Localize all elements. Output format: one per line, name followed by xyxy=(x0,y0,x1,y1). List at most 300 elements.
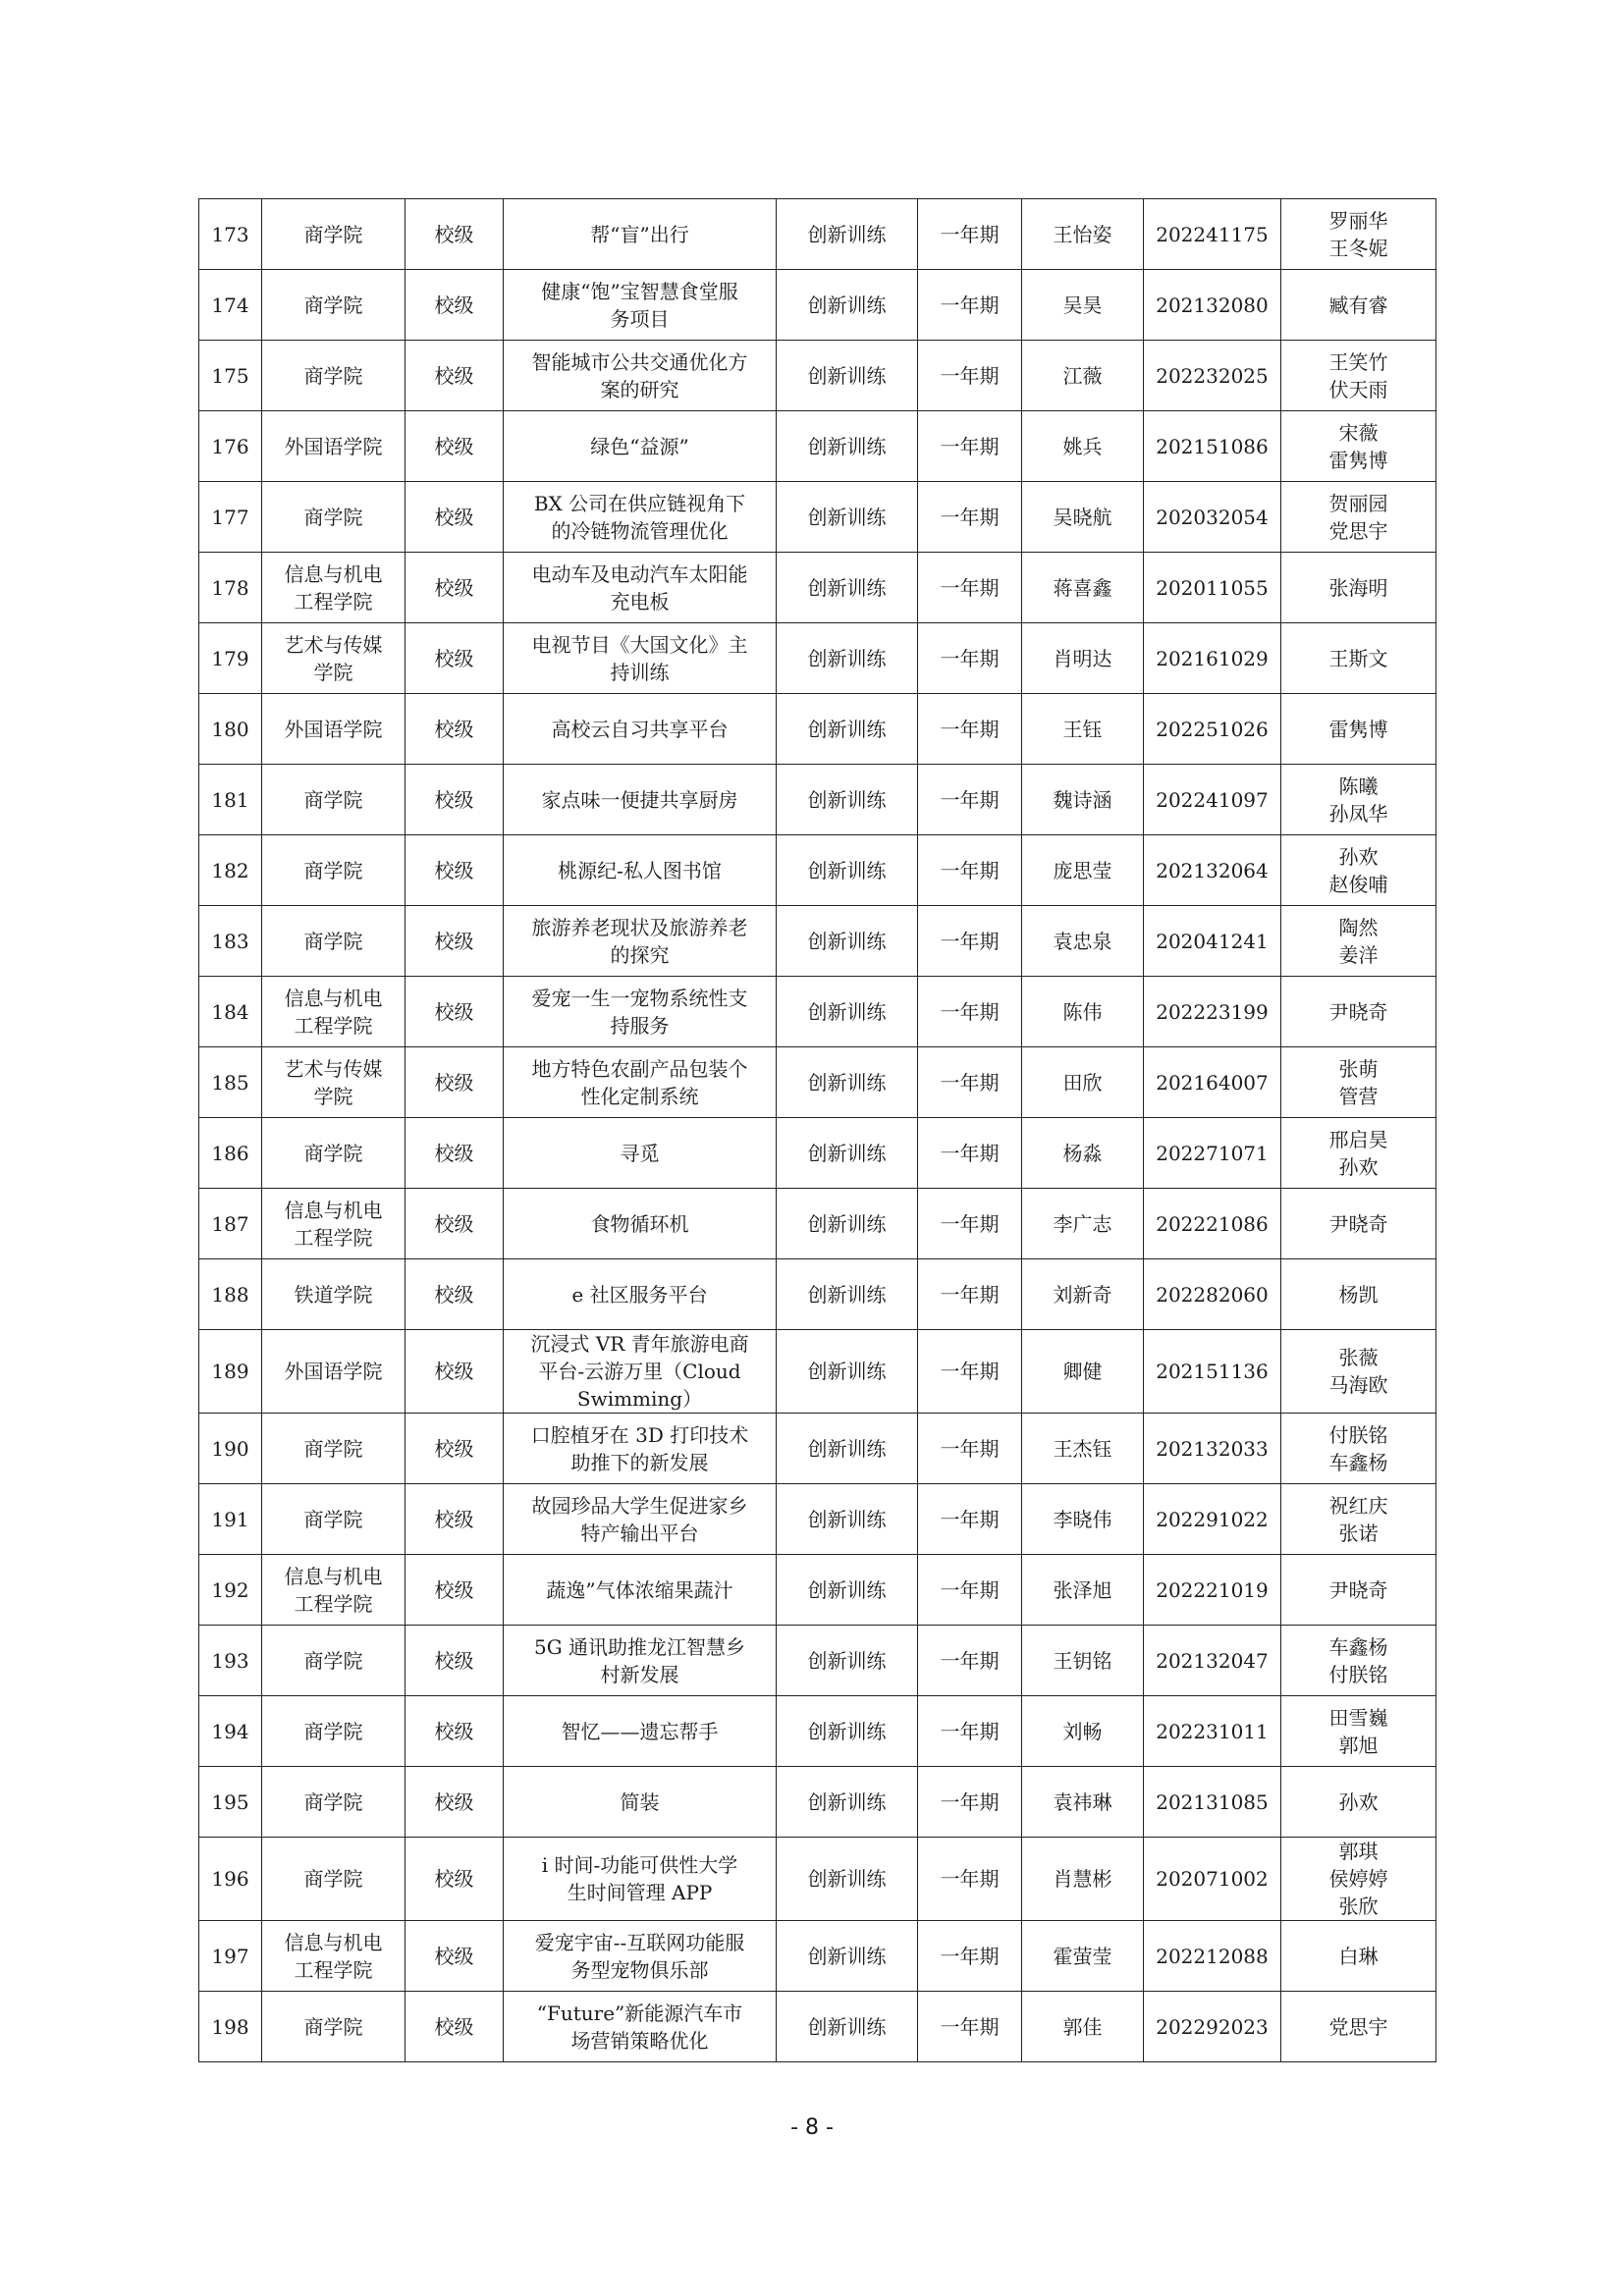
cell-student-id: 202132064 xyxy=(1144,835,1281,906)
cell-project-title xyxy=(504,1259,777,1330)
cell-level: 校级 xyxy=(406,482,504,553)
cell-college-line: 商学院 xyxy=(303,2014,363,2039)
cell-period: 一年期 xyxy=(918,835,1022,906)
cell-student-id: 202132033 xyxy=(1144,1414,1281,1484)
cell-project-type: 创新训练 xyxy=(777,1484,918,1555)
cell-project-type: 创新训练 xyxy=(777,1767,918,1838)
table-row xyxy=(199,1921,1436,1992)
cell-college-line: 铁道学院 xyxy=(294,1282,373,1307)
cell-advisors xyxy=(1281,1189,1436,1259)
cell-leader: 刘新奇 xyxy=(1022,1259,1144,1330)
cell-advisors-line: 马海欧 xyxy=(1328,1373,1388,1397)
cell-leader: 魏诗涵 xyxy=(1022,765,1144,835)
cell-college xyxy=(262,199,406,270)
cell-level: 校级 xyxy=(406,1259,504,1330)
cell-advisors-line: 王斯文 xyxy=(1328,646,1388,670)
cell-project-title-line: 的探究 xyxy=(610,942,670,967)
cell-college-line: 学院 xyxy=(313,1084,353,1108)
cell-project-type: 创新训练 xyxy=(777,835,918,906)
table-body xyxy=(199,199,1436,2062)
cell-leader: 王钥铭 xyxy=(1022,1626,1144,1696)
cell-project-type: 创新训练 xyxy=(777,906,918,977)
cell-leader: 庞思莹 xyxy=(1022,835,1144,906)
cell-advisors-line: 张萌 xyxy=(1338,1056,1379,1081)
cell-level: 校级 xyxy=(406,1838,504,1921)
cell-advisors xyxy=(1281,1414,1436,1484)
cell-period: 一年期 xyxy=(918,1189,1022,1259)
cell-advisors-line: 尹晓奇 xyxy=(1328,999,1388,1024)
cell-project-title xyxy=(504,1921,777,1992)
cell-project-title xyxy=(504,765,777,835)
cell-number: 193 xyxy=(199,1626,262,1696)
cell-project-title-line: “Future”新能源汽车市 xyxy=(536,2001,743,2025)
cell-period: 一年期 xyxy=(918,1259,1022,1330)
cell-period: 一年期 xyxy=(918,977,1022,1047)
cell-period: 一年期 xyxy=(918,1330,1022,1414)
cell-number: 188 xyxy=(199,1259,262,1330)
cell-leader: 江薇 xyxy=(1022,341,1144,411)
cell-college-line: 工程学院 xyxy=(294,1957,373,1982)
cell-college-line: 外国语学院 xyxy=(284,434,383,458)
cell-project-type: 创新训练 xyxy=(777,1696,918,1767)
cell-project-title xyxy=(504,199,777,270)
cell-college-line: 信息与机电 xyxy=(284,561,383,586)
cell-college xyxy=(262,482,406,553)
cell-advisors-line: 雷隽博 xyxy=(1328,448,1388,472)
cell-college-line: 商学院 xyxy=(303,293,363,317)
cell-project-title-line: 特产输出平台 xyxy=(580,1521,699,1545)
cell-level: 校级 xyxy=(406,906,504,977)
cell-project-title-line: BX 公司在供应链视角下 xyxy=(533,491,746,515)
cell-project-title-line: 生时间管理 APP xyxy=(567,1881,713,1904)
cell-leader: 张泽旭 xyxy=(1022,1555,1144,1626)
cell-number: 176 xyxy=(199,411,262,482)
cell-period: 一年期 xyxy=(918,623,1022,694)
cell-college xyxy=(262,906,406,977)
cell-project-type: 创新训练 xyxy=(777,1189,918,1259)
cell-advisors-line: 姜洋 xyxy=(1338,942,1379,967)
cell-college xyxy=(262,1992,406,2062)
cell-leader: 卿健 xyxy=(1022,1330,1144,1414)
cell-advisors xyxy=(1281,1838,1436,1921)
cell-advisors xyxy=(1281,1626,1436,1696)
cell-project-title-line: 高校云自习共享平台 xyxy=(551,717,729,741)
cell-project-type: 创新训练 xyxy=(777,199,918,270)
table-row xyxy=(199,341,1436,411)
cell-advisors-line: 陶然 xyxy=(1338,915,1379,939)
cell-period: 一年期 xyxy=(918,411,1022,482)
cell-advisors-line: 管营 xyxy=(1338,1084,1379,1108)
cell-project-title xyxy=(504,1118,777,1189)
cell-project-title xyxy=(504,1838,777,1921)
cell-project-type: 创新训练 xyxy=(777,1626,918,1696)
cell-advisors-line: 赵俊哺 xyxy=(1328,872,1388,896)
cell-project-type: 创新训练 xyxy=(777,694,918,765)
cell-project-type: 创新训练 xyxy=(777,1921,918,1992)
table-row xyxy=(199,411,1436,482)
cell-advisors xyxy=(1281,1921,1436,1992)
cell-college xyxy=(262,1767,406,1838)
cell-level: 校级 xyxy=(406,341,504,411)
cell-leader: 姚兵 xyxy=(1022,411,1144,482)
cell-period: 一年期 xyxy=(918,906,1022,977)
cell-project-title-line: i 时间-功能可供性大学 xyxy=(541,1853,738,1877)
cell-advisors-line: 孙欢 xyxy=(1338,844,1379,869)
cell-project-title-line: 务型宠物俱乐部 xyxy=(570,1957,709,1982)
table-row xyxy=(199,1992,1436,2062)
cell-advisors xyxy=(1281,1696,1436,1767)
cell-student-id: 202071002 xyxy=(1144,1838,1281,1921)
cell-college-line: 商学院 xyxy=(303,1867,363,1891)
cell-project-title-line: 持服务 xyxy=(610,1013,670,1038)
cell-project-type: 创新训练 xyxy=(777,977,918,1047)
cell-advisors-line: 张欣 xyxy=(1338,1895,1379,1918)
cell-college-line: 商学院 xyxy=(303,1789,363,1814)
cell-project-title-line: 5G 通讯助推龙江智慧乡 xyxy=(533,1634,746,1659)
cell-project-title-line: 健康“饱”宝智慧食堂服 xyxy=(541,279,738,303)
table-row xyxy=(199,482,1436,553)
cell-project-title-line: 的冷链物流管理优化 xyxy=(551,518,729,543)
cell-leader: 袁忠泉 xyxy=(1022,906,1144,977)
cell-advisors xyxy=(1281,482,1436,553)
cell-project-title xyxy=(504,482,777,553)
cell-advisors-line: 王笑竹 xyxy=(1328,349,1388,374)
cell-number: 194 xyxy=(199,1696,262,1767)
cell-advisors xyxy=(1281,1767,1436,1838)
table-row xyxy=(199,835,1436,906)
cell-period: 一年期 xyxy=(918,341,1022,411)
cell-college xyxy=(262,553,406,623)
cell-level: 校级 xyxy=(406,765,504,835)
cell-college-line: 商学院 xyxy=(303,1507,363,1531)
cell-project-title-line: 地方特色农副产品包装个 xyxy=(531,1056,748,1081)
table-row xyxy=(199,694,1436,765)
cell-number: 180 xyxy=(199,694,262,765)
cell-project-title xyxy=(504,341,777,411)
cell-student-id: 202241097 xyxy=(1144,765,1281,835)
cell-advisors xyxy=(1281,694,1436,765)
cell-college xyxy=(262,765,406,835)
cell-project-title xyxy=(504,1767,777,1838)
cell-project-type: 创新训练 xyxy=(777,1047,918,1118)
cell-project-title xyxy=(504,1484,777,1555)
cell-number: 184 xyxy=(199,977,262,1047)
cell-project-type: 创新训练 xyxy=(777,765,918,835)
cell-college xyxy=(262,977,406,1047)
cell-number: 195 xyxy=(199,1767,262,1838)
cell-advisors-line: 雷隽博 xyxy=(1328,717,1388,741)
cell-number: 174 xyxy=(199,270,262,341)
cell-college-line: 外国语学院 xyxy=(284,1360,383,1383)
cell-number: 173 xyxy=(199,199,262,270)
table-row xyxy=(199,1767,1436,1838)
cell-number: 192 xyxy=(199,1555,262,1626)
cell-project-type: 创新训练 xyxy=(777,1555,918,1626)
cell-number: 183 xyxy=(199,906,262,977)
cell-college xyxy=(262,623,406,694)
cell-advisors-line: 祝红庆 xyxy=(1328,1493,1388,1518)
table-row xyxy=(199,765,1436,835)
cell-leader: 田欣 xyxy=(1022,1047,1144,1118)
cell-project-title-line: 沉浸式 VR 青年旅游电商 xyxy=(530,1332,749,1356)
cell-project-title-line: 性化定制系统 xyxy=(580,1084,699,1108)
cell-number: 178 xyxy=(199,553,262,623)
cell-student-id: 202011055 xyxy=(1144,553,1281,623)
cell-project-title-line: 爱宠一生一宠物系统性支 xyxy=(531,986,748,1010)
cell-project-title xyxy=(504,270,777,341)
cell-student-id: 202292023 xyxy=(1144,1992,1281,2062)
cell-project-title-line: 帮“盲”出行 xyxy=(590,222,689,246)
cell-project-title-line: 案的研究 xyxy=(600,377,679,401)
cell-college-line: 工程学院 xyxy=(294,1591,373,1616)
table-row xyxy=(199,1484,1436,1555)
cell-advisors xyxy=(1281,1992,1436,2062)
cell-advisors-line: 张薇 xyxy=(1338,1346,1379,1369)
cell-project-title-line: 桃源纪-私人图书馆 xyxy=(558,858,722,882)
cell-student-id: 202151136 xyxy=(1144,1330,1281,1414)
cell-college-line: 艺术与传媒 xyxy=(284,1056,383,1081)
cell-number: 175 xyxy=(199,341,262,411)
cell-number: 198 xyxy=(199,1992,262,2062)
cell-level: 校级 xyxy=(406,1555,504,1626)
table-row xyxy=(199,1414,1436,1484)
table-row xyxy=(199,199,1436,270)
cell-project-title-line: 寻觅 xyxy=(620,1141,660,1165)
cell-project-title-line: 简装 xyxy=(620,1789,660,1814)
cell-leader: 陈伟 xyxy=(1022,977,1144,1047)
cell-student-id: 202221019 xyxy=(1144,1555,1281,1626)
cell-number: 177 xyxy=(199,482,262,553)
cell-project-title-line: e 社区服务平台 xyxy=(571,1282,708,1307)
cell-project-title xyxy=(504,694,777,765)
cell-advisors-line: 郭旭 xyxy=(1338,1733,1379,1757)
cell-level: 校级 xyxy=(406,1992,504,2062)
cell-college xyxy=(262,1414,406,1484)
cell-project-title-line: 蔬逸”气体浓缩果蔬汁 xyxy=(546,1577,733,1602)
cell-student-id: 202032054 xyxy=(1144,482,1281,553)
cell-project-title-line: 电动车及电动汽车太阳能 xyxy=(531,561,748,586)
cell-project-type: 创新训练 xyxy=(777,1330,918,1414)
cell-leader: 郭佳 xyxy=(1022,1992,1144,2062)
cell-level: 校级 xyxy=(406,1921,504,1992)
cell-level: 校级 xyxy=(406,411,504,482)
cell-project-title-line: 爱宠宇宙--互联网功能服 xyxy=(534,1930,745,1954)
cell-college xyxy=(262,1696,406,1767)
cell-college-line: 工程学院 xyxy=(294,1013,373,1038)
cell-advisors xyxy=(1281,835,1436,906)
cell-period: 一年期 xyxy=(918,199,1022,270)
cell-level: 校级 xyxy=(406,835,504,906)
cell-advisors xyxy=(1281,906,1436,977)
cell-project-title xyxy=(504,1696,777,1767)
table-row xyxy=(199,1555,1436,1626)
cell-leader: 袁祎琳 xyxy=(1022,1767,1144,1838)
cell-advisors xyxy=(1281,1259,1436,1330)
cell-level: 校级 xyxy=(406,1696,504,1767)
cell-student-id: 202282060 xyxy=(1144,1259,1281,1330)
cell-college-line: 商学院 xyxy=(303,858,363,882)
cell-college-line: 学院 xyxy=(313,660,353,684)
cell-advisors xyxy=(1281,341,1436,411)
cell-student-id: 202241175 xyxy=(1144,199,1281,270)
cell-advisors xyxy=(1281,623,1436,694)
table-row xyxy=(199,1696,1436,1767)
cell-advisors-line: 付朕铭 xyxy=(1328,1662,1388,1686)
cell-period: 一年期 xyxy=(918,1626,1022,1696)
cell-advisors-line: 王冬妮 xyxy=(1328,236,1388,260)
cell-college xyxy=(262,1626,406,1696)
cell-student-id: 202131085 xyxy=(1144,1767,1281,1838)
cell-project-title-line: 务项目 xyxy=(610,306,670,331)
cell-period: 一年期 xyxy=(918,482,1022,553)
cell-student-id: 202161029 xyxy=(1144,623,1281,694)
cell-advisors-line: 罗丽华 xyxy=(1328,208,1388,233)
table-row xyxy=(199,270,1436,341)
cell-level: 校级 xyxy=(406,553,504,623)
cell-number: 196 xyxy=(199,1838,262,1921)
cell-college-line: 工程学院 xyxy=(294,1225,373,1250)
cell-level: 校级 xyxy=(406,1484,504,1555)
cell-college-line: 商学院 xyxy=(303,363,363,388)
cell-advisors-line: 党思宇 xyxy=(1328,518,1388,543)
cell-project-title-line: 绿色“益源” xyxy=(590,434,689,458)
cell-advisors xyxy=(1281,270,1436,341)
cell-leader: 杨淼 xyxy=(1022,1118,1144,1189)
cell-project-title-line: 旅游养老现状及旅游养老 xyxy=(531,915,748,939)
table-row xyxy=(199,1189,1436,1259)
cell-project-title-line: 家点味一便捷共享厨房 xyxy=(541,787,738,812)
cell-level: 校级 xyxy=(406,1330,504,1414)
cell-student-id: 202231011 xyxy=(1144,1696,1281,1767)
cell-advisors xyxy=(1281,553,1436,623)
cell-project-title xyxy=(504,1626,777,1696)
table-row xyxy=(199,1330,1436,1414)
cell-student-id: 202221086 xyxy=(1144,1189,1281,1259)
cell-period: 一年期 xyxy=(918,1484,1022,1555)
cell-advisors-line: 郭琪 xyxy=(1338,1840,1379,1863)
cell-number: 187 xyxy=(199,1189,262,1259)
cell-level: 校级 xyxy=(406,1118,504,1189)
cell-project-title xyxy=(504,1414,777,1484)
cell-advisors-line: 宋薇 xyxy=(1338,420,1379,445)
cell-advisors-line: 田雪巍 xyxy=(1328,1705,1388,1730)
table-row xyxy=(199,553,1436,623)
cell-college-line: 商学院 xyxy=(303,1648,363,1673)
cell-project-type: 创新训练 xyxy=(777,1118,918,1189)
cell-project-title-line: 充电板 xyxy=(610,589,670,614)
table-row xyxy=(199,1118,1436,1189)
cell-number: 190 xyxy=(199,1414,262,1484)
cell-leader: 吴昊 xyxy=(1022,270,1144,341)
project-table xyxy=(198,198,1436,2062)
cell-level: 校级 xyxy=(406,1767,504,1838)
cell-project-title-line: 平台-云游万里（Cloud xyxy=(538,1360,741,1383)
table-row xyxy=(199,1838,1436,1921)
cell-advisors-line: 臧有睿 xyxy=(1328,293,1388,317)
cell-advisors-line: 党思宇 xyxy=(1328,2014,1388,2039)
cell-project-title-line: 村新发展 xyxy=(600,1662,679,1686)
cell-project-type: 创新训练 xyxy=(777,341,918,411)
cell-college xyxy=(262,1484,406,1555)
cell-period: 一年期 xyxy=(918,1992,1022,2062)
cell-college xyxy=(262,1838,406,1921)
cell-student-id: 202132047 xyxy=(1144,1626,1281,1696)
cell-period: 一年期 xyxy=(918,1118,1022,1189)
cell-number: 182 xyxy=(199,835,262,906)
cell-college xyxy=(262,1047,406,1118)
cell-leader: 霍萤莹 xyxy=(1022,1921,1144,1992)
cell-project-title xyxy=(504,835,777,906)
table-row xyxy=(199,1259,1436,1330)
cell-student-id: 202212088 xyxy=(1144,1921,1281,1992)
cell-project-title xyxy=(504,1992,777,2062)
cell-leader: 李晓伟 xyxy=(1022,1484,1144,1555)
cell-number: 179 xyxy=(199,623,262,694)
cell-number: 191 xyxy=(199,1484,262,1555)
cell-college-line: 商学院 xyxy=(303,1719,363,1743)
cell-period: 一年期 xyxy=(918,694,1022,765)
cell-period: 一年期 xyxy=(918,270,1022,341)
cell-project-title xyxy=(504,1330,777,1414)
cell-leader: 王杰钰 xyxy=(1022,1414,1144,1484)
cell-project-type: 创新训练 xyxy=(777,1838,918,1921)
cell-project-type: 创新训练 xyxy=(777,270,918,341)
cell-project-title xyxy=(504,623,777,694)
cell-college-line: 商学院 xyxy=(303,1141,363,1165)
cell-leader: 肖明达 xyxy=(1022,623,1144,694)
cell-college-line: 信息与机电 xyxy=(284,1930,383,1954)
cell-project-title-line: 助推下的新发展 xyxy=(570,1450,709,1474)
cell-advisors xyxy=(1281,1555,1436,1626)
cell-college xyxy=(262,835,406,906)
cell-advisors xyxy=(1281,1118,1436,1189)
cell-college-line: 信息与机电 xyxy=(284,986,383,1010)
cell-project-title xyxy=(504,1047,777,1118)
table-row xyxy=(199,623,1436,694)
cell-project-title xyxy=(504,1189,777,1259)
cell-college xyxy=(262,341,406,411)
cell-period: 一年期 xyxy=(918,1696,1022,1767)
cell-advisors-line: 尹晓奇 xyxy=(1328,1577,1388,1602)
cell-advisors-line: 白琳 xyxy=(1338,1944,1379,1968)
cell-advisors xyxy=(1281,1484,1436,1555)
cell-college xyxy=(262,1555,406,1626)
cell-college xyxy=(262,411,406,482)
page-number: - 8 - xyxy=(790,2115,834,2140)
cell-number: 185 xyxy=(199,1047,262,1118)
cell-college-line: 商学院 xyxy=(303,929,363,953)
cell-project-type: 创新训练 xyxy=(777,1259,918,1330)
cell-number: 181 xyxy=(199,765,262,835)
cell-period: 一年期 xyxy=(918,553,1022,623)
cell-student-id: 202251026 xyxy=(1144,694,1281,765)
cell-period: 一年期 xyxy=(918,765,1022,835)
cell-advisors-line: 张海明 xyxy=(1328,575,1388,600)
cell-advisors-line: 邢启昊 xyxy=(1328,1127,1388,1151)
cell-project-title xyxy=(504,553,777,623)
cell-advisors xyxy=(1281,765,1436,835)
cell-advisors-line: 张诺 xyxy=(1338,1521,1379,1545)
cell-advisors-line: 车鑫杨 xyxy=(1328,1634,1388,1659)
cell-advisors xyxy=(1281,411,1436,482)
cell-number: 197 xyxy=(199,1921,262,1992)
cell-leader: 肖慧彬 xyxy=(1022,1838,1144,1921)
cell-leader: 李广志 xyxy=(1022,1189,1144,1259)
cell-project-title-line: 故园珍品大学生促进家乡 xyxy=(531,1493,748,1518)
cell-project-type: 创新训练 xyxy=(777,623,918,694)
cell-college-line: 商学院 xyxy=(303,787,363,812)
cell-student-id: 202223199 xyxy=(1144,977,1281,1047)
